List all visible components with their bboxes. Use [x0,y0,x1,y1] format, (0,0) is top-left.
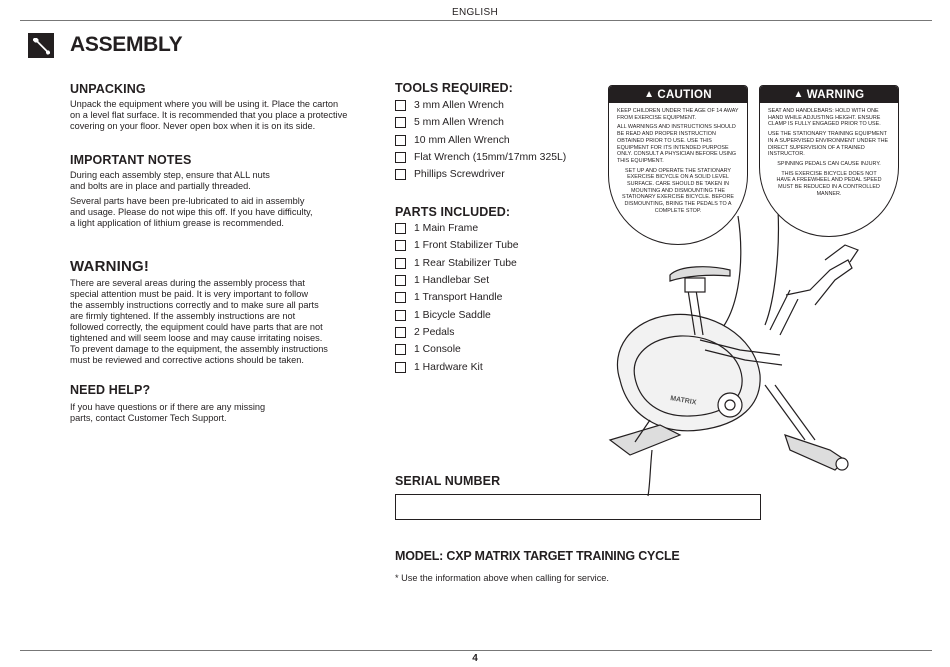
wrench-icon [28,33,54,58]
warning-triangle-icon: ▲ [644,89,655,100]
list-item: 1 Bicycle Saddle [395,306,519,323]
warning-heading: WARNING! [70,258,150,275]
model-name: MODEL: CXP MATRIX TARGET TRAINING CYCLE [395,549,680,563]
serial-number-field[interactable] [395,494,761,520]
parts-list [395,220,519,376]
list-item: Phillips Screwdriver [395,166,566,183]
checkbox [395,100,406,111]
checkbox [395,310,406,321]
checkbox [395,152,406,163]
page-title: ASSEMBLY [70,33,183,56]
list-item: 10 mm Allen Wrench [395,132,566,149]
warning-label-text: SEAT AND HANDLEBARS: HOLD WITH ONE HAND WHILE ADJUSTING HEIGHT. ENSURE CLAMP IS FULLY ENGAGED PRIOR TO USE. USE THE STATIONARY TRAINING EQUIPMENT IN A SUPERVISED ENVIRONMENT UNDER THE DIRECT SUPERVISION OF A TRAINED INSTRUCTOR. SPINNING PEDALS CAN CAUSE INJURY. THIS EXERCISE BICYCLE DOES NOT HAVE A FREEWHEEL AND PEDAL SPEED MUST BE REDUCED IN A CONTROLLED MANNER. [768,108,889,197]
list-item: 3 mm Allen Wrench [395,97,566,114]
checkbox [395,223,406,234]
checkbox [395,275,406,286]
checkbox [395,117,406,128]
tools-heading: TOOLS REQUIRED: [395,81,513,95]
bike-brand-label: MATRIX [669,395,697,407]
need-help-text: If you have questions or if there are any missing parts, contact Customer Tech Support. [70,402,266,423]
important-notes-heading: IMPORTANT NOTES [70,153,192,167]
important-notes-para2: Several parts have been pre-lubricated to aid in assembly and usage. Please do not wipe this off. If you have difficulty, a light application of lithium grease is recommended. [70,196,313,228]
list-item: 5 mm Allen Wrench [395,114,566,131]
checkbox [395,135,406,146]
list-item: 1 Transport Handle [395,289,519,306]
unpacking-heading: UNPACKING [70,82,146,96]
checkbox [395,169,406,180]
need-help-heading: NEED HELP? [70,383,151,397]
service-footnote: * Use the information above when calling for service. [395,573,609,583]
list-item: Flat Wrench (15mm/17mm 325L) [395,149,566,166]
caution-label [608,85,748,245]
warning-label-title: ▲ WARNING [760,86,898,103]
caution-label-title: ▲ CAUTION [609,86,747,103]
warning-text: There are several areas during the assembly process that special attention must be paid. It is very important to follow the assembly instructions correctly and to make sure all parts are firmly tightened. If the assembly instructions are not followed correctly, the equipment could have parts that are not tightened and will seem loose and may cause irritating noises. To prevent damage to the equipment, the assembly instructions must be reviewed and corrective actions should be taken. [70,278,328,365]
checkbox [395,292,406,303]
checkbox [395,362,406,373]
parts-heading: PARTS INCLUDED: [395,205,511,219]
important-notes-para1: During each assembly step, ensure that ALL nuts and bolts are in place and partially threaded. [70,170,270,191]
checkbox [395,258,406,269]
checkbox [395,327,406,338]
list-item: 1 Main Frame [395,220,519,237]
list-item: 1 Hardware Kit [395,358,519,375]
unpacking-text: Unpack the equipment where you will be using it. Place the carton on a level flat surface. It is recommended that you place a protective covering on your floor. Never open box when it is on its side. [70,99,348,131]
caution-label-text: KEEP CHILDREN UNDER THE AGE OF 14 AWAY FROM EXERCISE EQUIPMENT. ALL WARNINGS AND INSTRUCTIONS SHOULD BE READ AND PROPER INSTRUCTION OBTAINED PRIOR TO USE. USE THIS EQUIPMENT FOR ITS INTENDED PURPOSE ONLY. CONSULT A PHYSICIAN BEFORE USING THIS EQUIPMENT. SET UP AND OPERATE THE STATIONARY EXERCISE BICYCLE ON A SOLID LEVEL SURFACE. CARE SHOULD BE TAKEN IN MOUNTING AND DISMOUNTING THE STATIONARY EXERCISE BICYCLE. BEFORE DISMOUNTING, BRING THE PEDALS TO A COMPLETE STOP. [617,108,739,214]
warning-label [759,85,899,237]
list-item: 1 Front Stabilizer Tube [395,237,519,254]
list-item: 1 Rear Stabilizer Tube [395,255,519,272]
list-item: 2 Pedals [395,324,519,341]
footer-rule [20,650,932,651]
serial-number-heading: SERIAL NUMBER [395,474,501,488]
header-rule [20,20,932,21]
page-number: 4 [472,653,478,664]
language-label: ENGLISH [451,7,498,18]
list-item: 1 Console [395,341,519,358]
checkbox [395,240,406,251]
warning-triangle-icon: ▲ [793,89,804,100]
list-item: 1 Handlebar Set [395,272,519,289]
checkbox [395,344,406,355]
tools-list [395,97,566,183]
